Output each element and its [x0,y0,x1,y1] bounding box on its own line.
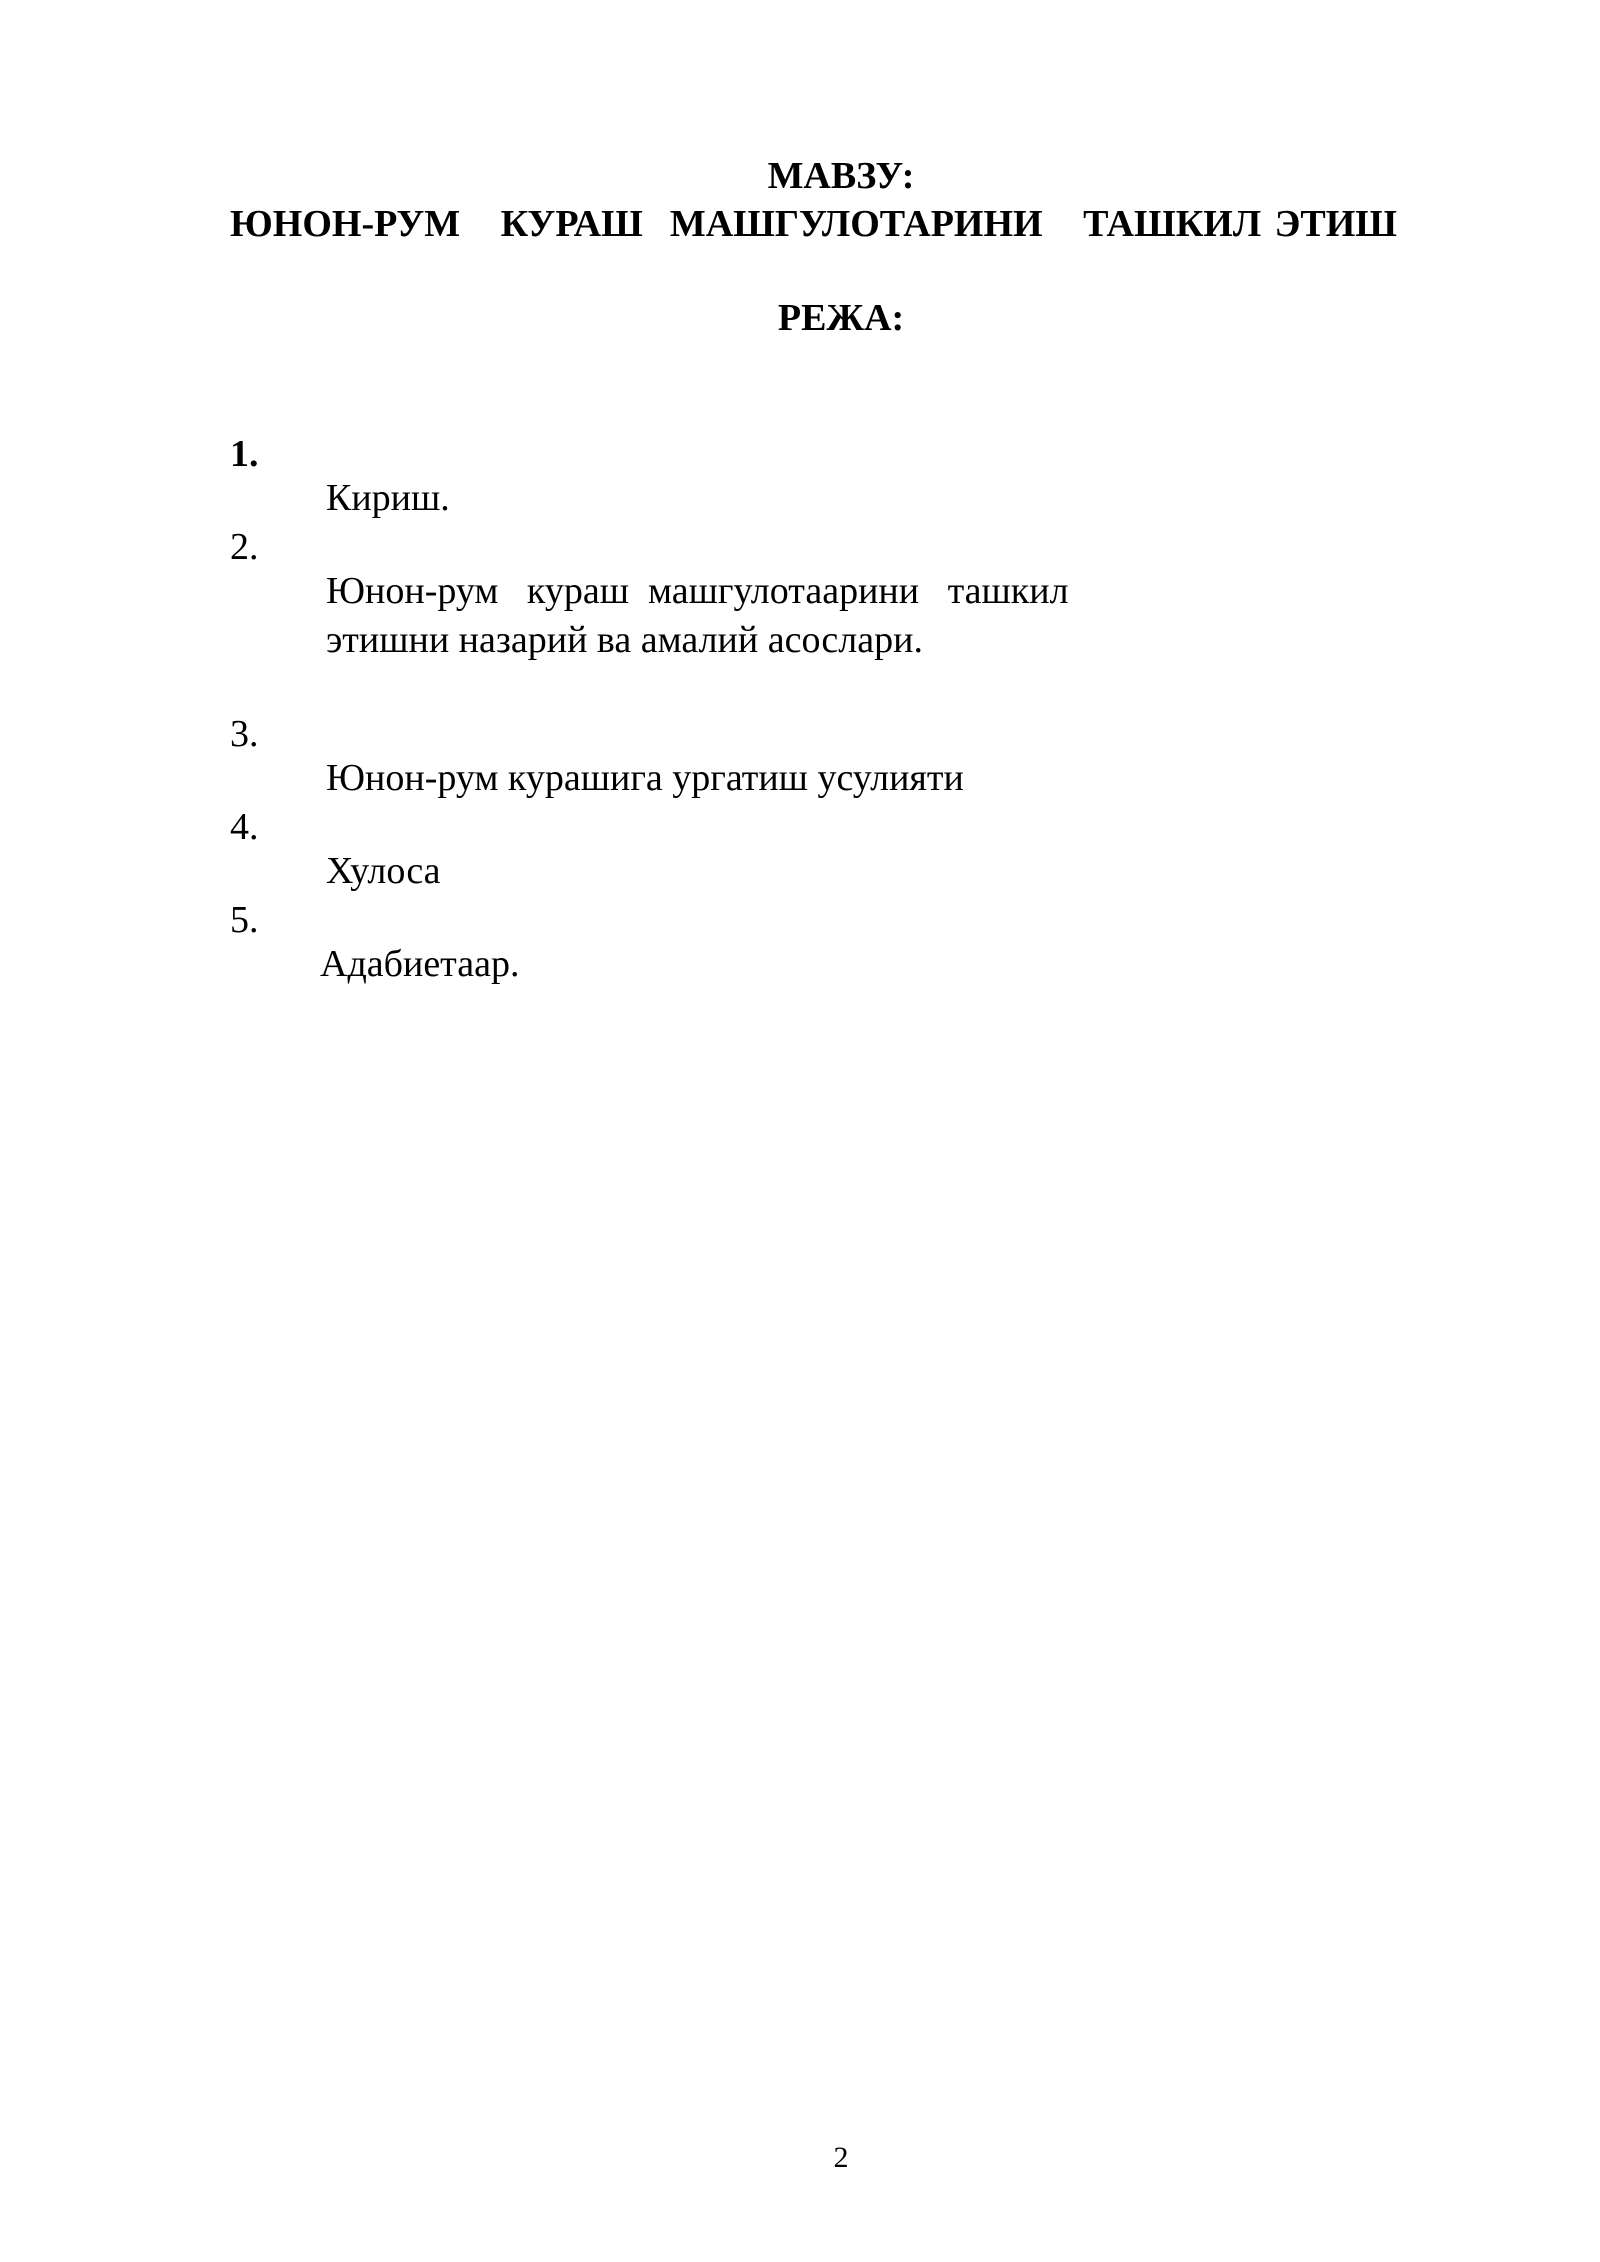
plan-item-text: Хулоса [326,850,441,892]
plan-item-text: Юнон-рум кураш машгулотаарини ташкил [326,570,1069,612]
plan-heading: РЕЖА: [777,297,905,339]
plan-item-text: Юнон-рум курашига ургатиш усулияти [326,757,964,799]
page-number: 2 [833,2141,849,2174]
plan-item-number: 5. [230,899,259,941]
plan-item-text-continuation: этишни назарий ва амалий асослари. [326,619,923,661]
topic-label: МАВЗУ: [767,155,915,197]
plan-item-number: 3. [230,713,259,755]
plan-item-text: Кириш. [326,477,450,519]
plan-item-number: 4. [230,806,259,848]
plan-item-number: 2. [230,526,259,568]
plan-item-text: Адабиетаар. [320,943,520,985]
plan-item-number: 1. [230,433,259,475]
topic-title: ЮНОН-РУМ КУРАШ МАШГУЛОТАРИНИ ТАШКИЛ ЭТИШ [230,203,1398,245]
